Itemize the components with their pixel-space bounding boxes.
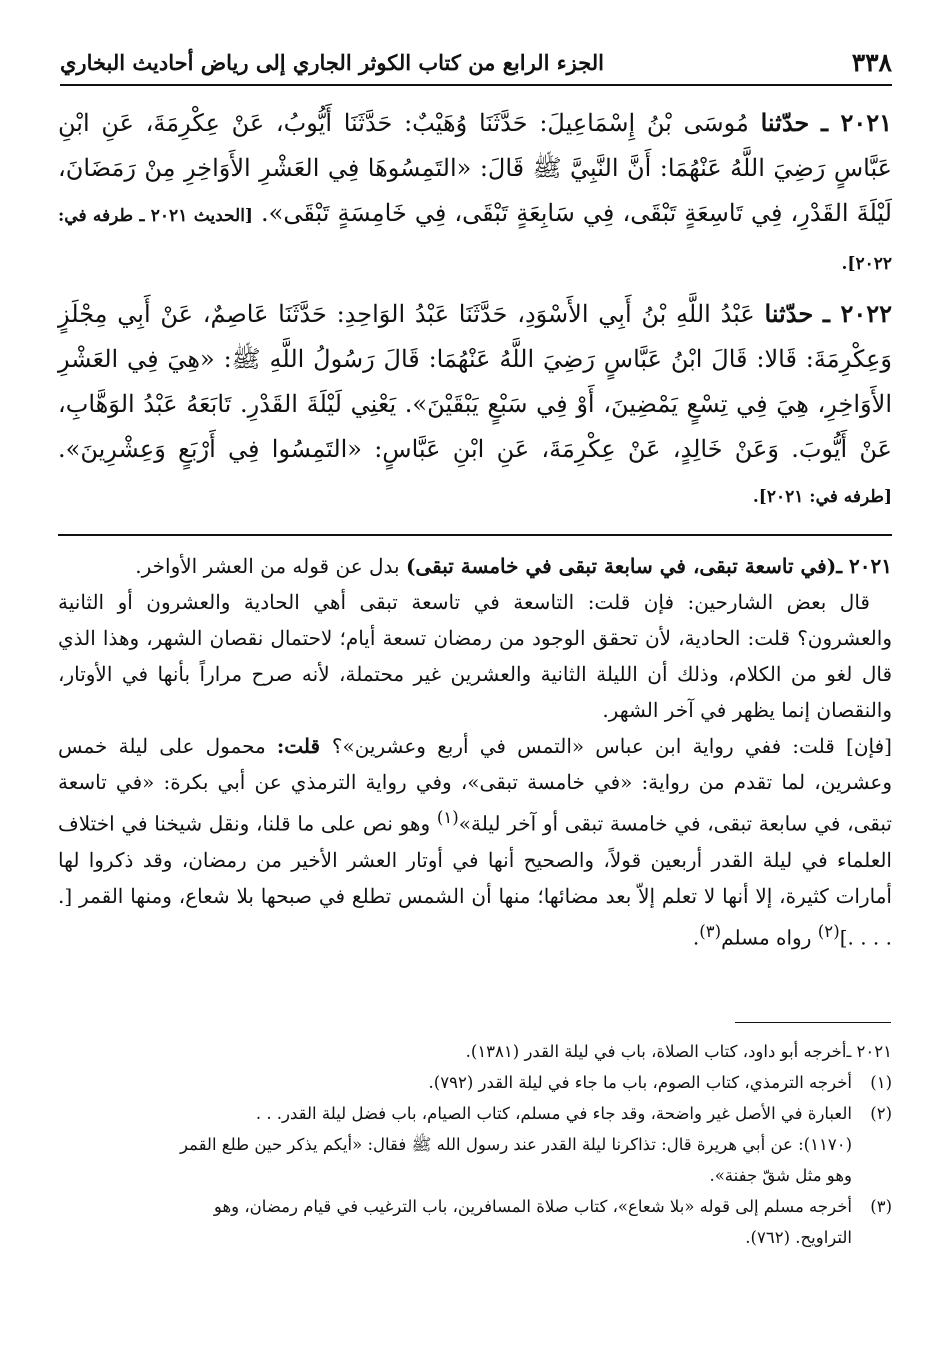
footnote-3 <box>58 1191 892 1253</box>
commentary-question: [فإن] قلت: ففي رواية ابن عباس «التمس في أربع وعشرين»؟ <box>331 734 892 758</box>
footnote-line: (١١٧٠): عن أبي هريرة قال: تذاكرنا ليلة القدر عند رسول الله ﷺ فقال: «أيكم يذكر حين طلع القمر <box>179 1135 852 1154</box>
commentary-section <box>58 548 892 955</box>
commentary-final-period: . <box>692 925 700 950</box>
footnotes-section <box>58 1036 892 1253</box>
commentary-paragraph-2 <box>58 728 892 955</box>
hadith-chain-start: حدّثنا <box>760 108 810 137</box>
commentary-answer-text: محمول على ليلة خمس وعشرين، لما تقدم من رواية: «في خامسة تبقى»، وفي رواية الترمذي عن أبي بكرة: «في تاسعة تبقى، في سابعة تبقى، في خامسة تبقى أو آخر ليلة» <box>58 734 892 836</box>
hadith-reference: [طرفه في: ٢٠٢١]. <box>752 487 892 507</box>
hadith-text: عَبْدُ اللَّهِ بْنُ أَبِي الأَسْوَدِ، حَدَّثَنَا عَبْدُ الوَاحِدِ: حَدَّثَنَا عَاصِمٌ، عَنْ أَبِي مِجْلَزٍ وَعِكْرِمَةَ: قَالا: قَالَ ابْنُ عَبَّاسٍ رَضِيَ اللَّهُ عَنْهُمَا: قَالَ رَسُولُ اللَّهِ ﷺ: «هِيَ فِي العَشْرِ الأَوَاخِرِ، هِيَ فِي تِسْعٍ يَمْضِينَ، أَوْ فِي سَبْعٍ يَبْقَيْنَ». يَعْنِي لَيْلَةَ القَدْرِ. تَابَعَهُ عَبْدُ الوَهَّابِ، عَنْ أَيُّوبَ. وَعَنْ خَالِدٍ، عَنْ عِكْرِمَةَ، عَنِ ابْنِ عَبَّاسٍ: «التَمِسُوا فِي أَرْبَعٍ وَعِشْرِينَ». <box>58 300 892 463</box>
footnote-1 <box>58 1067 892 1098</box>
commentary-heading-rest: بدل عن قوله من العشر الأواخر. <box>135 554 406 578</box>
commentary-answer-label: قلت: <box>276 734 332 758</box>
page-header <box>60 40 892 86</box>
footnote-ref-3[interactable]: (٣) <box>699 921 722 941</box>
footnote-marker: (٢) <box>870 1104 892 1123</box>
footnote-line: أخرجه الترمذي، كتاب الصوم، باب ما جاء في ليلة القدر (٧٩٢). <box>428 1073 852 1092</box>
footnote-line: أخرجه أبو داود، كتاب الصلاة، باب في ليلة القدر (١٣٨١). <box>465 1042 847 1061</box>
commentary-answer-text-cont: وهو نص على ما قلنا، ونقل شيخنا في اختلاف العلماء في ليلة القدر أربعين قولاً، والصحيح أنها في أوتار العشر الأخير من رمضان، وقد ذكروا لها أمارات كثيرة، إلا أنها لا تعلم إلاّ بعد مضائها؛ منها أن الشمس تطلع في صبحها بلا شعاع، ومنها القمر [. . . . .] <box>58 811 892 950</box>
footnote-text <box>58 1191 852 1253</box>
footnote-marker: (٣) <box>870 1197 892 1216</box>
footnote-line: أخرجه مسلم إلى قوله «بلا شعاع»، كتاب صلاة المسافرين، باب الترغيب في قيام رمضان، وهو <box>213 1197 852 1216</box>
footnote-text <box>58 1098 852 1191</box>
footnote-line: العبارة في الأصل غير واضحة، وقد جاء في مسلم، كتاب الصيام، باب فضل ليلة القدر. . . <box>255 1104 852 1123</box>
hadith-chain-start: حدّثنا <box>764 299 814 328</box>
footnote-line: وهو مثل شقّ جفنة». <box>709 1166 852 1185</box>
footnote-ref-2[interactable]: (٢) <box>817 921 840 941</box>
section-divider <box>58 534 892 536</box>
page-number: ٣٣٨ <box>851 47 892 77</box>
footnote-ref-1[interactable]: (١) <box>436 808 459 827</box>
hadith-number: ٢٠٢٢ ـ <box>822 299 892 328</box>
commentary-heading <box>58 548 892 584</box>
footnote-2 <box>58 1098 892 1191</box>
commentary-heading-quote: (في تاسعة تبقى، في سابعة تبقى في خامسة تبقى) <box>405 554 837 578</box>
commentary-paragraph-1: قال بعض الشارحين: فإن قلت: التاسعة في تاسعة تبقى أهي الحادية والعشرون أو الثانية والعشرون؟ قلت: الحادية، لأن تحقق الوجود من رمضان تسعة أيام؛ لاحتمال نقصان الشهر، وهذا الذي قال لغو من الكلام، وذلك أن الليلة الثانية والعشرين غير محتملة، لأنه صرح مراراً بأنها في الأوتار، والنقصان إنما يظهر في آخر الشهر. <box>58 590 892 722</box>
footnote-divider <box>735 1022 891 1023</box>
footnote-text <box>58 1036 846 1067</box>
hadith-section <box>58 100 892 520</box>
commentary-answer-text-end: رواه مسلم <box>721 925 818 950</box>
hadith-2022 <box>58 291 892 520</box>
footnote-marker: ٢٠٢١ ـ <box>846 1042 892 1061</box>
running-title: الجزء الرابع من كتاب الكوثر الجاري إلى رياض أحاديث البخاري <box>60 49 604 75</box>
footnote-hadith-2021 <box>58 1036 892 1067</box>
footnote-line: التراويح. (٧٦٢). <box>745 1228 852 1247</box>
hadith-reference: [الحديث ٢٠٢١ ـ طرفه في: ٢٠٢٢]. <box>58 206 892 274</box>
footnote-marker: (١) <box>870 1073 892 1092</box>
hadith-text: مُوسَى بْنُ إِسْمَاعِيلَ: حَدَّثَنَا وُهَيْبٌ: حَدَّثَنَا أَيُّوبُ، عَنْ عِكْرِمَةَ، عَنِ ابْنِ عَبَّاسٍ رَضِيَ اللَّهُ عَنْهُمَا: أَنَّ النَّبِيَّ ﷺ قَالَ: «التَمِسُوهَا فِي العَشْرِ الأَوَاخِرِ مِنْ رَمَضَانَ، لَيْلَةَ القَدْرِ، فِي تَاسِعَةٍ تَبْقَى، فِي سَابِعَةٍ تَبْقَى، فِي خَامِسَةٍ تَبْقَى». <box>58 109 893 227</box>
commentary-heading-number: ٢٠٢١ ـ <box>836 554 892 578</box>
footnote-text <box>58 1067 852 1098</box>
hadith-2021 <box>58 100 892 287</box>
hadith-number: ٢٠٢١ ـ <box>820 108 892 137</box>
